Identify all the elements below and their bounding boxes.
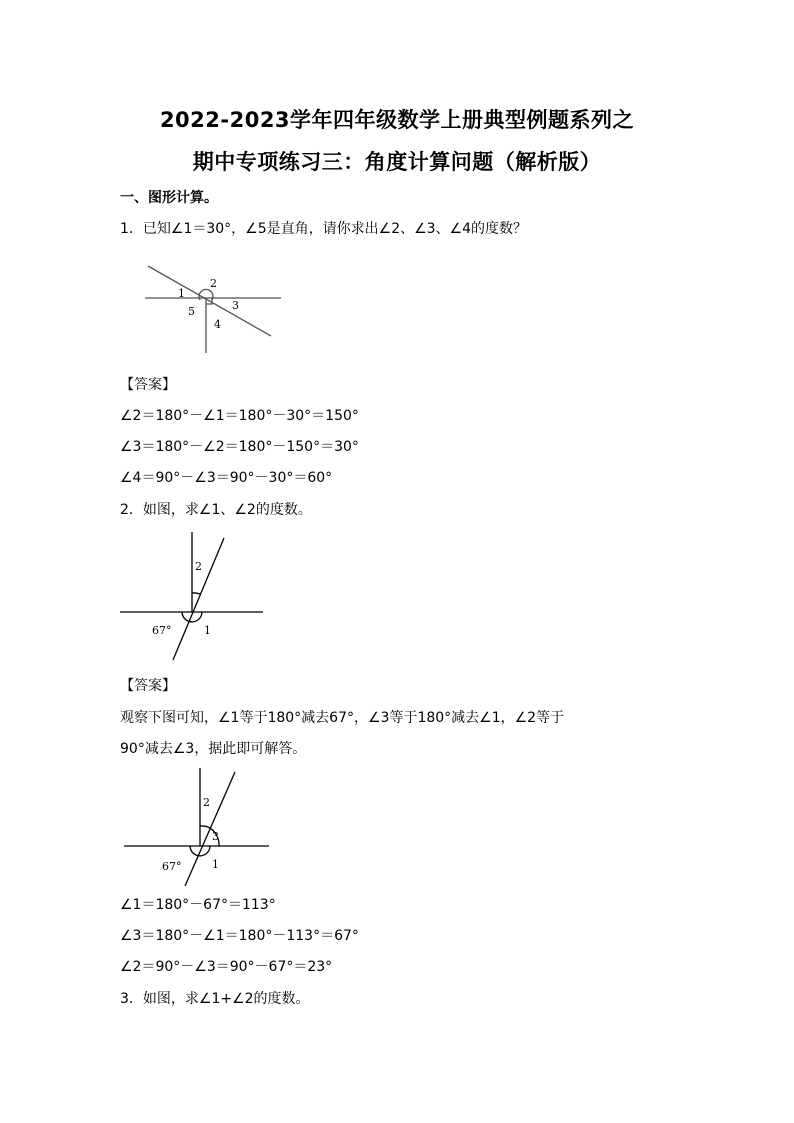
q1-step-1: ∠2＝180°－∠1＝180°－30°＝150°	[120, 408, 359, 424]
fig1-label-3: 3	[232, 299, 239, 312]
q1-step-3: ∠4＝90°－∠3＝90°－30°＝60°	[120, 470, 333, 486]
q2-step-1: ∠1＝180°－67°＝113°	[120, 897, 276, 913]
fig3-slanted-line	[185, 772, 235, 886]
title-line-1: 2022-2023学年四年级数学上册典型例题系列之	[159, 108, 635, 132]
title-line-2: 期中专项练习三：角度计算问题（解析版）	[192, 150, 602, 174]
fig3-arc-67	[190, 846, 196, 855]
q2-step-3: ∠2＝90°－∠3＝90°－67°＝23°	[120, 959, 333, 975]
fig1-label-5: 5	[188, 305, 195, 318]
fig3-label-1: 1	[212, 858, 219, 871]
fig2-label-1: 1	[204, 624, 211, 637]
fig1-label-2: 2	[210, 277, 217, 290]
fig1-label-1: 1	[178, 287, 185, 300]
fig2-label-2: 2	[195, 560, 202, 573]
question-3: 3．如图，求∠1+∠2的度数。	[120, 991, 310, 1007]
q1-step-2: ∠3＝180°－∠2＝180°－150°＝30°	[120, 439, 359, 455]
q1-answer-tag: 【答案】	[120, 377, 176, 393]
fig3-label-3: 3	[212, 830, 219, 843]
question-1: 1．已知∠1＝30°，∠5是直角，请你求出∠2、∠3、∠4的度数？	[120, 221, 528, 237]
fig2-arc-2	[192, 593, 200, 594]
q2-explain-line-1: 观察下图可知，∠1等于180°减去67°，∠3等于180°减去∠1，∠2等于	[120, 710, 565, 726]
q2-step-2: ∠3＝180°－∠1＝180°－113°＝67°	[120, 928, 359, 944]
q2-explain-line-2: 90°减去∠3，据此即可解答。	[120, 741, 307, 757]
figure-q2-solution	[122, 766, 272, 888]
section-heading: 一、图形计算。	[120, 190, 218, 206]
fig3-label-67: 67°	[162, 860, 182, 873]
figure-q2	[118, 530, 266, 662]
figure-q1	[140, 262, 285, 357]
fig2-arc-67	[182, 612, 188, 621]
fig3-label-2: 2	[203, 796, 210, 809]
fig3-arc-1	[196, 846, 210, 856]
question-2: 2．如图，求∠1、∠2的度数。	[120, 502, 312, 518]
fig3-arc-2	[200, 826, 208, 827]
fig2-slanted-line	[173, 538, 224, 660]
fig1-label-4: 4	[214, 318, 221, 331]
q2-answer-tag: 【答案】	[120, 678, 176, 694]
fig2-label-67: 67°	[152, 624, 172, 637]
